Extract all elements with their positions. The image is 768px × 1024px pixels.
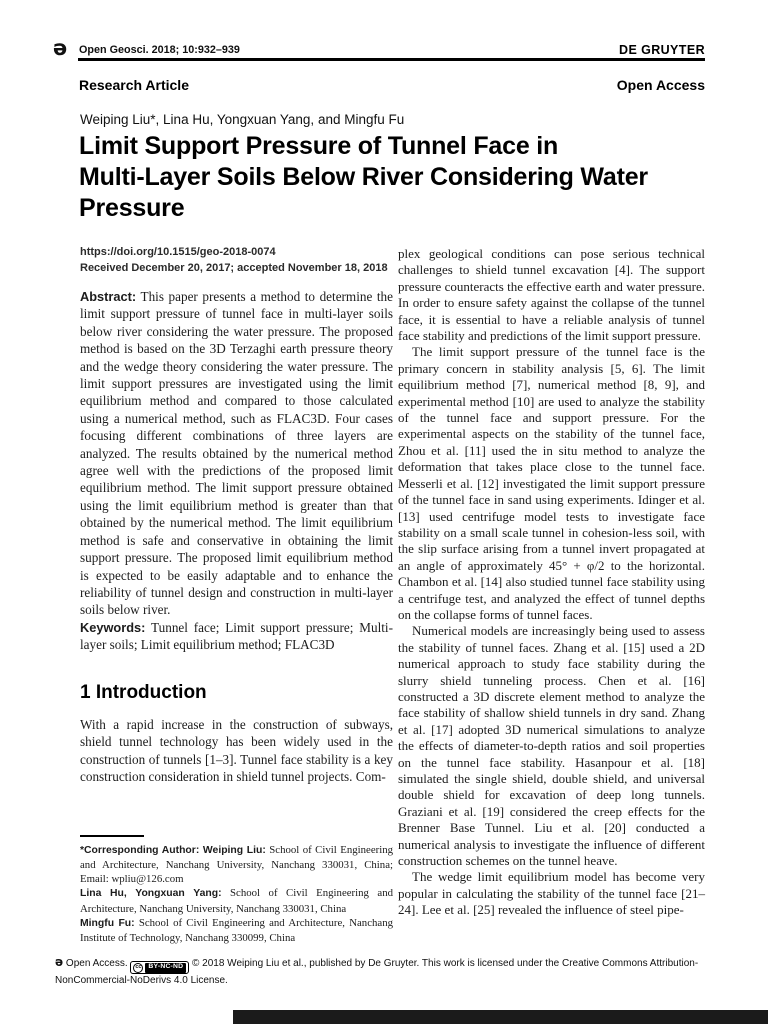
body-paragraph-4: The wedge limit equilibrium model has become very popular in calculating the stability of the tunnel face [21–24]. Lee et al. [25] revealed the influence of steel pipe- <box>398 869 705 918</box>
open-access-icon: ə <box>53 36 68 60</box>
authors-line: Weiping Liu*, Lina Hu, Yongxuan Yang, and Mingfu Fu <box>80 112 405 127</box>
left-column <box>80 288 393 786</box>
footnote-2-name: Lina Hu, Yongxuan Yang: <box>80 888 222 900</box>
footnote-3-name: Mingfu Fu: <box>80 918 135 930</box>
received-accepted-line: Received December 20, 2017; accepted November 18, 2018 <box>80 262 388 274</box>
bottom-toolbar-edge <box>233 1010 768 1024</box>
body-paragraph-3: Numerical models are increasingly being used to assess the stability of tunnel faces. Zhang et al. [15] used a 2D numerical approach to study face stability during the slurry shield tunneling process. Chen et al. [16] constructed a 3D discrete element method to analyze the face stability of shallow shield tunnels in dry sand. Zhang et al. [17] adopted 3D numerical simulations to analyze the effects of diameter-to-depth ratios and soil properties on the tunnel face stability. Hasanpour et al. [18] simulated the single shield, double shield, and universal double shield for excavation of deep long tunnels. Graziani et al. [19] considered the creep effects for the Brenner Base Tunnel. Liu et al. [20] conducted a numerical analysis to investigate the influence of different construction schemes on the tunnel heave. <box>398 623 705 869</box>
cc-icon: cc <box>133 963 143 973</box>
article-title-line-1: Limit Support Pressure of Tunnel Face in <box>79 132 559 160</box>
abstract-paragraph <box>80 288 393 619</box>
footnote-1-affiliation: School of Civil Engineering and Architecture, Nanchang University, Nanchang 330031, China; Email: wpliu@126.com <box>80 843 394 886</box>
footnote-corresponding-author <box>80 843 393 887</box>
de-gruyter-logo: DE GRUYTER <box>619 43 705 57</box>
keywords-paragraph <box>80 619 393 654</box>
journal-reference: Open Geosci. 2018; 10:932–939 <box>79 44 240 56</box>
keywords-label: Keywords: <box>80 619 146 635</box>
article-title <box>79 131 699 224</box>
footnote-2-affiliation: School of Civil Engineering and Architecture, Nanchang University, Nanchang 330031, China <box>80 887 394 915</box>
body-paragraph-1: plex geological conditions can pose serious technical challenges to shield tunnel excavation [4]. The support pressure counteracts the effective earth and water pressure. In order to ensure safety against the collapse of the tunnel face, it is essential to have a reliable analysis of tunnel face stability and predictions of the limit support pressure. <box>398 246 705 344</box>
header-rule <box>78 58 705 61</box>
footnote-3-affiliation: School of Civil Engineering and Architecture, Nanchang Institute of Technology, Nanchang 330099, China <box>80 917 393 945</box>
footnote-mingfu-fu <box>80 916 393 946</box>
article-meta <box>80 244 388 276</box>
footer-open-access-icon: ə <box>55 955 64 969</box>
open-access-label: Open Access <box>616 77 705 93</box>
abstract-label: Abstract: <box>80 289 137 304</box>
doi-link[interactable]: https://doi.org/10.1515/geo-2018-0074 <box>80 246 276 258</box>
footer-open-access-text: Open Access. <box>65 958 131 969</box>
article-title-line-2: Multi-Layer Soils Below River Considering Water <box>79 163 648 191</box>
keywords-text: Tunnel face; Limit support pressure; Multi-layer soils; Limit equilibrium method; FLAC3D <box>80 619 393 653</box>
intro-paragraph: With a rapid increase in the construction of subways, shield tunnel technology has been widely used in the construction of tunnels [1–3]. Tunnel face stability is a key construction consideration in shield tunnel projects. Com- <box>80 716 393 785</box>
article-title-line-3: Pressure <box>79 194 185 222</box>
abstract-text: This paper presents a method to determine the limit support pressure of tunnel face in multi-layer soils below river considering the water pressure. The proposed method is based on the 3D Terzaghi earth pressure theory and the wedge theory considering the water pressure. The limit support pressures are investigated using the limit equilibrium method and compared to those calculated using a numerical method, such as FLAC3D. Four cases focusing different combinations of three layers are analyzed. The results obtained by the numerical method agree well with the predictions of the proposed limit equilibrium method. The limit support pressure obtained using the limit equilibrium method is greater than that obtained by the numerical method. The limit equilibrium method is safe and conservative in obtaining the limit support pressure. The proposed limit equilibrium method is expected to be easily adaptable and to enhance the reliability of tunnel design and construction in multi-layer soils below river. <box>80 289 393 618</box>
section-heading-introduction: 1 Introduction <box>80 681 207 703</box>
footnote-coauthors <box>80 886 393 916</box>
footer-license-text: © 2018 Weiping Liu et al., published by De Gruyter. This work is licensed under the Creative Commons Attribution-NonCommercial-NoDerivs 4.0 License. <box>55 958 699 987</box>
footnote-rule <box>80 835 144 837</box>
article-type-label: Research Article <box>79 77 189 93</box>
license-footer <box>55 956 715 987</box>
footnote-1-name: *Corresponding Author: Weiping Liu: <box>80 844 266 856</box>
by-nc-nd-badge: BY-NC-ND <box>145 963 186 973</box>
body-paragraph-2: The limit support pressure of the tunnel face is the primary concern in stability analysis [5, 6]. The limit equilibrium method [7], numerical method [8, 9], and experimental method [10] are used to analyze the stability of the tunnel face and support pressure. For the experimental aspects on the stability of the tunnel face, Zhou et al. [11] used the in situ method to analyze the deformation that takes place close to the tunnel face. Messerli et al. [12] investigated the limit support pressure of the tunnel face in sand using experiments. Idinger et al. [13] used centrifuge model tests to investigate face stability on a small scale tunnel in cohesion-less soil, with the slip surface arising from a tunnel invert propagated at an angle of approximately 45° + φ/2 to the horizontal. Chambon et al. [14] also studied tunnel face stability using a centrifuge test, and analyzed the effect of tunnel depths on the collapse forms of tunnel faces. <box>398 344 705 622</box>
cc-license-badge <box>130 961 189 974</box>
right-column <box>398 246 705 919</box>
footnotes-block <box>80 835 393 946</box>
